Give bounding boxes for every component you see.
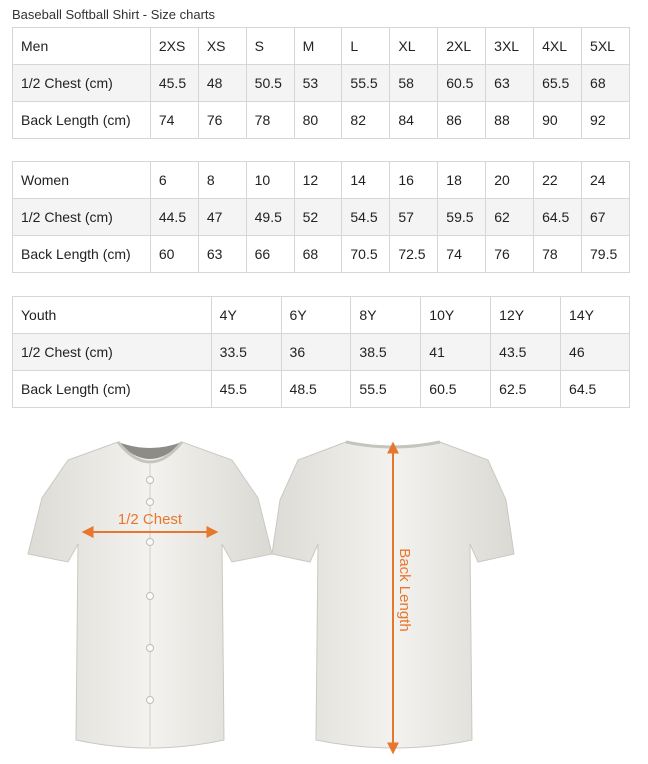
table-cell: 63 bbox=[198, 236, 246, 273]
table-cell: 60.5 bbox=[421, 371, 491, 408]
table-cell: 80 bbox=[294, 102, 342, 139]
table-cell: 59.5 bbox=[438, 199, 486, 236]
table-cell: 72.5 bbox=[390, 236, 438, 273]
table-cell: XS bbox=[198, 28, 246, 65]
table-row bbox=[13, 236, 630, 273]
table-cell: 52 bbox=[294, 199, 342, 236]
table-cell: 1/2 Chest (cm) bbox=[13, 334, 212, 371]
table-cell: 44.5 bbox=[150, 199, 198, 236]
table-row bbox=[13, 65, 630, 102]
table-cell: 22 bbox=[534, 162, 582, 199]
table-cell: 67 bbox=[582, 199, 630, 236]
table-cell: L bbox=[342, 28, 390, 65]
table-cell: 65.5 bbox=[534, 65, 582, 102]
table-cell: 6Y bbox=[281, 297, 351, 334]
shirt-button bbox=[147, 593, 154, 600]
table-cell: 79.5 bbox=[582, 236, 630, 273]
table-cell: Back Length (cm) bbox=[13, 371, 212, 408]
table-cell: 1/2 Chest (cm) bbox=[13, 199, 151, 236]
shirt-button bbox=[147, 499, 154, 506]
table-cell: 20 bbox=[486, 162, 534, 199]
front-shirt bbox=[28, 442, 272, 748]
table-cell: 86 bbox=[438, 102, 486, 139]
table-cell: 70.5 bbox=[342, 236, 390, 273]
table-cell: 12 bbox=[294, 162, 342, 199]
table-cell: 60.5 bbox=[438, 65, 486, 102]
shirt-measurement-diagram bbox=[0, 420, 648, 764]
shirt-button bbox=[147, 645, 154, 652]
table-cell: 60 bbox=[150, 236, 198, 273]
table-cell: 57 bbox=[390, 199, 438, 236]
table-row bbox=[13, 371, 630, 408]
table-cell: 68 bbox=[582, 65, 630, 102]
table-cell: 33.5 bbox=[211, 334, 281, 371]
table-cell: 54.5 bbox=[342, 199, 390, 236]
table-cell: 48.5 bbox=[281, 371, 351, 408]
table-cell: Youth bbox=[13, 297, 212, 334]
table-cell: 14 bbox=[342, 162, 390, 199]
table-row bbox=[13, 334, 630, 371]
back-shirt bbox=[272, 442, 514, 752]
table-cell: 48 bbox=[198, 65, 246, 102]
table-cell: Women bbox=[13, 162, 151, 199]
table-cell: 68 bbox=[294, 236, 342, 273]
table-cell: 55.5 bbox=[351, 371, 421, 408]
table-header-row bbox=[13, 297, 630, 334]
table-cell: 43.5 bbox=[491, 334, 561, 371]
table-cell: 53 bbox=[294, 65, 342, 102]
table-cell: 90 bbox=[534, 102, 582, 139]
table-cell: 2XL bbox=[438, 28, 486, 65]
table-cell: 41 bbox=[421, 334, 491, 371]
table-cell: 8Y bbox=[351, 297, 421, 334]
back-length-label: Back Length bbox=[396, 548, 413, 632]
table-cell: 2XS bbox=[150, 28, 198, 65]
table-cell: 45.5 bbox=[150, 65, 198, 102]
shirt-button bbox=[147, 477, 154, 484]
table-cell: 45.5 bbox=[211, 371, 281, 408]
table-cell: 4Y bbox=[211, 297, 281, 334]
table-cell: S bbox=[246, 28, 294, 65]
table-cell: 92 bbox=[582, 102, 630, 139]
table-cell: 12Y bbox=[491, 297, 561, 334]
table-cell: 62 bbox=[486, 199, 534, 236]
table-row bbox=[13, 199, 630, 236]
table-cell: M bbox=[294, 28, 342, 65]
table-cell: 74 bbox=[438, 236, 486, 273]
table-cell: 63 bbox=[486, 65, 534, 102]
table-cell: 82 bbox=[342, 102, 390, 139]
page-title: Baseball Softball Shirt - Size charts bbox=[12, 7, 216, 22]
table-cell: 16 bbox=[390, 162, 438, 199]
table-cell: 76 bbox=[198, 102, 246, 139]
table-cell: 76 bbox=[486, 236, 534, 273]
table-cell: 58 bbox=[390, 65, 438, 102]
table-cell: 4XL bbox=[534, 28, 582, 65]
table-cell: 24 bbox=[582, 162, 630, 199]
table-cell: 84 bbox=[390, 102, 438, 139]
table-cell: 8 bbox=[198, 162, 246, 199]
shirt-button bbox=[147, 697, 154, 704]
table-row bbox=[13, 102, 630, 139]
table-cell: 74 bbox=[150, 102, 198, 139]
shirt-button bbox=[147, 539, 154, 546]
table-cell: 46 bbox=[561, 334, 630, 371]
chest-label: 1/2 Chest bbox=[117, 511, 183, 528]
table-cell: 3XL bbox=[486, 28, 534, 65]
table-cell: XL bbox=[390, 28, 438, 65]
table-cell: 10Y bbox=[421, 297, 491, 334]
youth-size-table bbox=[12, 296, 630, 408]
table-cell: 50.5 bbox=[246, 65, 294, 102]
table-cell: 49.5 bbox=[246, 199, 294, 236]
table-cell: Men bbox=[13, 28, 151, 65]
women-size-table bbox=[12, 161, 630, 273]
men-size-table bbox=[12, 27, 630, 139]
table-cell: 78 bbox=[534, 236, 582, 273]
table-cell: 38.5 bbox=[351, 334, 421, 371]
table-cell: 47 bbox=[198, 199, 246, 236]
table-cell: 64.5 bbox=[534, 199, 582, 236]
table-cell: 18 bbox=[438, 162, 486, 199]
table-cell: 14Y bbox=[561, 297, 630, 334]
table-header-row bbox=[13, 28, 630, 65]
table-cell: 62.5 bbox=[491, 371, 561, 408]
table-cell: Back Length (cm) bbox=[13, 102, 151, 139]
table-cell: 64.5 bbox=[561, 371, 630, 408]
table-cell: Back Length (cm) bbox=[13, 236, 151, 273]
table-cell: 55.5 bbox=[342, 65, 390, 102]
table-cell: 1/2 Chest (cm) bbox=[13, 65, 151, 102]
table-cell: 88 bbox=[486, 102, 534, 139]
table-cell: 6 bbox=[150, 162, 198, 199]
table-cell: 36 bbox=[281, 334, 351, 371]
table-cell: 66 bbox=[246, 236, 294, 273]
table-cell: 78 bbox=[246, 102, 294, 139]
table-cell: 5XL bbox=[582, 28, 630, 65]
table-header-row bbox=[13, 162, 630, 199]
table-cell: 10 bbox=[246, 162, 294, 199]
